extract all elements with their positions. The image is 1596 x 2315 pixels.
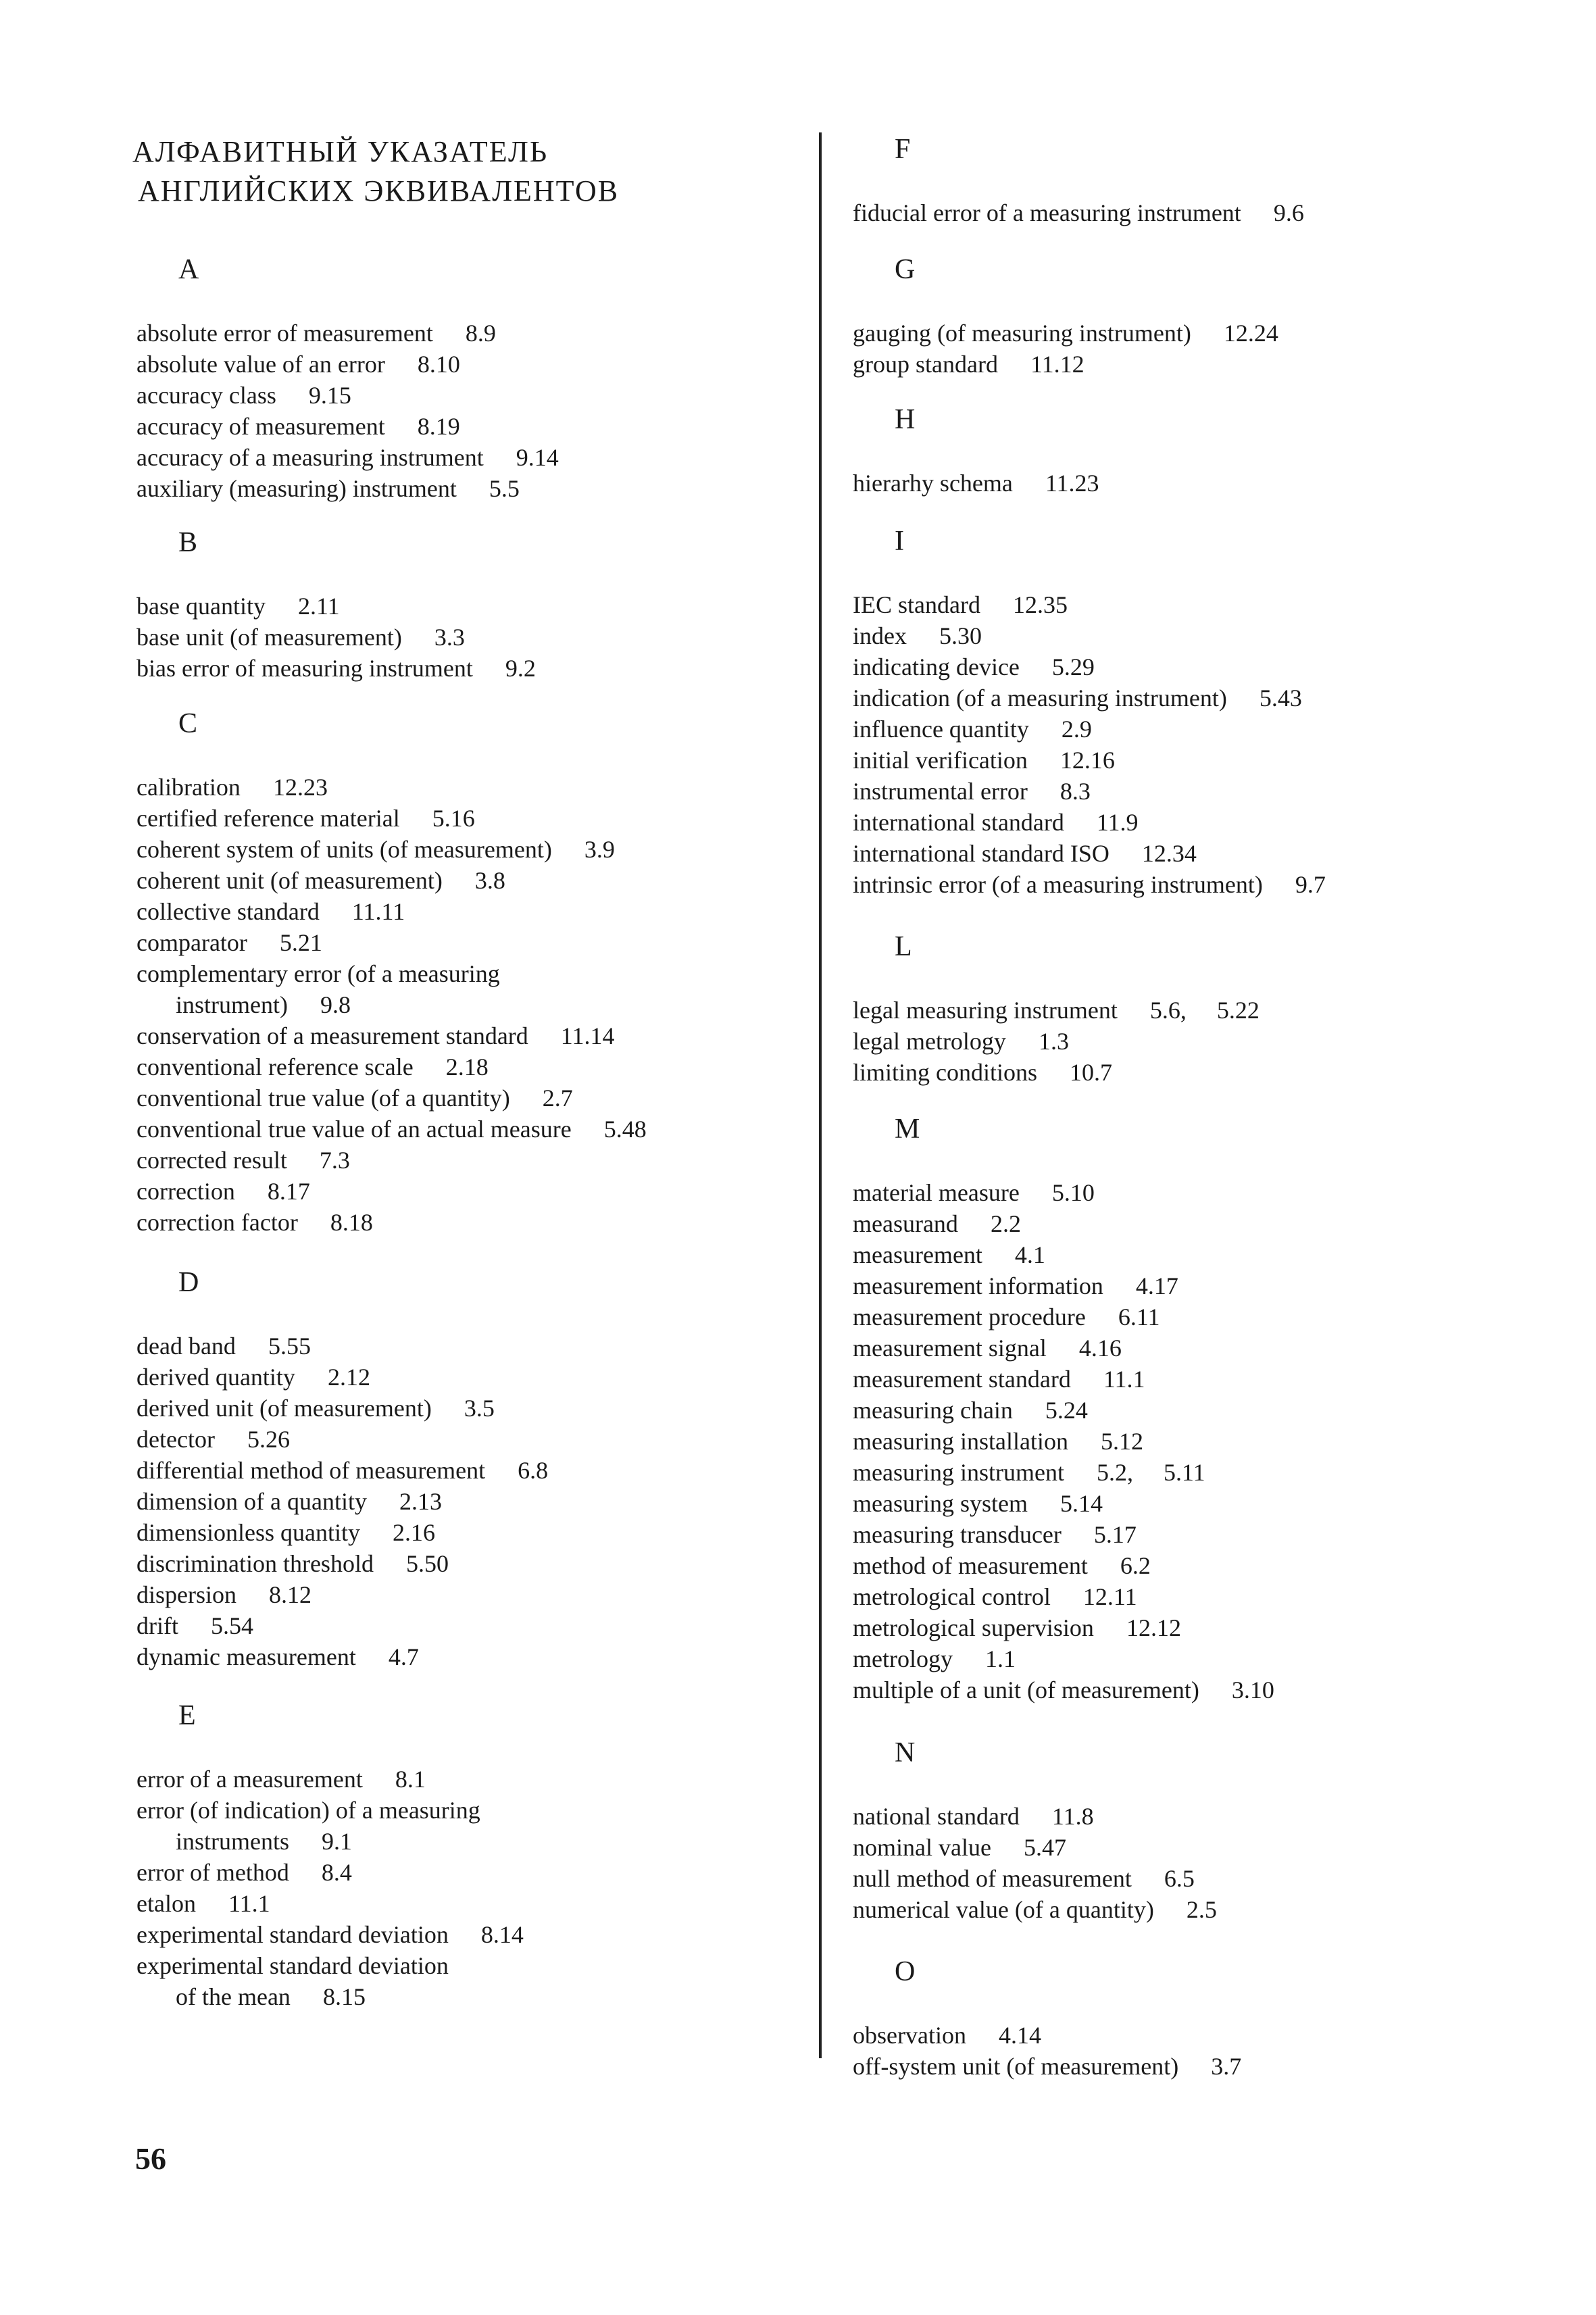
entry-reference: 9.7 (1295, 871, 1326, 898)
entry-reference: 8.1 (395, 1766, 426, 1793)
index-entry (853, 620, 1326, 651)
index-entry (853, 468, 1099, 499)
section-letter: L (895, 931, 912, 962)
entry-reference: 11.11 (351, 898, 405, 925)
entry-reference: 11.12 (1030, 351, 1084, 378)
index-entry (136, 1393, 548, 1424)
entry-term: error of method (136, 1859, 289, 1886)
entry-reference: 5.50 (405, 1550, 449, 1577)
entry-term: etalon (136, 1890, 196, 1917)
entry-term: measurand (853, 1210, 958, 1237)
entry-term: measurement standard (853, 1366, 1071, 1393)
entry-term: method of measurement (853, 1552, 1088, 1579)
entry-term: absolute value of an error (136, 351, 385, 378)
entry-term: instrument) (176, 991, 288, 1018)
entry-term: metrological control (853, 1583, 1051, 1610)
entry-reference: 11.1 (1103, 1366, 1145, 1393)
entry-term: base unit (of measurement) (136, 624, 402, 651)
entry-reference: 7.3 (319, 1147, 350, 1174)
entry-term: measuring transducer (853, 1521, 1062, 1548)
index-entry (136, 1455, 548, 1486)
index-entry (136, 1082, 647, 1114)
entry-reference: 3.8 (474, 867, 505, 894)
entry-reference: 12.16 (1059, 747, 1115, 774)
section-letter: H (895, 404, 916, 435)
entry-term: legal metrology (853, 1028, 1006, 1055)
index-entry (136, 1795, 524, 1826)
section-letter: B (178, 527, 198, 558)
index-entry (853, 1457, 1274, 1488)
entry-term: correction (136, 1178, 235, 1205)
index-entry (136, 1486, 548, 1517)
entry-term: instruments (176, 1828, 289, 1855)
entry-term: off-system unit (of measurement) (853, 2053, 1179, 2080)
entry-term: international standard ISO (853, 840, 1109, 867)
entry-reference: 8.3 (1059, 778, 1091, 805)
section-letter: D (178, 1267, 199, 1298)
entry-reference: 5.29 (1051, 653, 1095, 680)
entry-term: certified reference material (136, 805, 400, 832)
index-entry (853, 1426, 1274, 1457)
index-entry (853, 2020, 1241, 2051)
entry-reference: 4.1 (1014, 1241, 1045, 1268)
entry-reference: 2.11 (297, 593, 340, 620)
entry-term: intrinsic error (of a measuring instrument) (853, 871, 1263, 898)
index-section-list (136, 1764, 524, 2012)
index-entry (853, 1488, 1274, 1519)
index-entry (853, 1674, 1274, 1706)
index-entry (136, 1176, 647, 1207)
entry-reference: 8.17 (267, 1178, 310, 1205)
index-entry (136, 473, 559, 504)
entry-term: material measure (853, 1179, 1020, 1206)
index-section-list (853, 468, 1099, 499)
entry-term: correction factor (136, 1209, 298, 1236)
entry-reference: 5.5 (489, 475, 520, 502)
index-entry (853, 1177, 1274, 1208)
index-entry (136, 1051, 647, 1082)
entry-reference: 12.11 (1082, 1583, 1137, 1610)
index-entry (136, 896, 647, 927)
entry-term: dead band (136, 1333, 236, 1360)
entry-reference: 11.14 (560, 1022, 615, 1049)
section-letter: O (895, 1956, 916, 1987)
index-entry (136, 1888, 524, 1919)
section-letter: C (178, 708, 198, 739)
entry-reference: 11.1 (228, 1890, 270, 1917)
entry-reference: 2.9 (1061, 716, 1092, 743)
entry-reference: 4.14 (998, 2022, 1041, 2049)
index-entry (136, 1207, 647, 1238)
entry-term: absolute error of measurement (136, 320, 433, 347)
entry-reference: 9.6 (1273, 199, 1304, 226)
entry-term: collective standard (136, 898, 320, 925)
entry-reference: 5.26 (247, 1426, 290, 1453)
index-entry (136, 1950, 524, 1981)
entry-term: group standard (853, 351, 998, 378)
entry-reference: 2.7 (542, 1085, 573, 1112)
entry-term: IEC standard (853, 591, 980, 618)
entry-reference: 5.6, 5.22 (1149, 997, 1260, 1024)
index-entry (136, 1919, 524, 1950)
index-section-list (853, 995, 1260, 1088)
entry-reference: 11.9 (1096, 809, 1139, 836)
entry-reference: 5.43 (1259, 684, 1302, 712)
index-section-list (136, 318, 559, 504)
index-entry (136, 1145, 647, 1176)
index-entry (136, 1579, 548, 1610)
entry-term: measuring installation (853, 1428, 1068, 1455)
entry-reference: 9.15 (308, 382, 351, 409)
entry-reference: 8.10 (417, 351, 460, 378)
index-entry (136, 772, 647, 803)
entry-term: experimental standard deviation (136, 1921, 449, 1948)
entry-reference: 5.21 (279, 929, 322, 956)
entry-term: multiple of a unit (of measurement) (853, 1676, 1199, 1703)
entry-reference: 3.10 (1231, 1676, 1274, 1703)
index-entry (136, 1981, 524, 2012)
entry-term: initial verification (853, 747, 1028, 774)
section-letter: N (895, 1737, 916, 1768)
entry-reference: 8.19 (417, 413, 460, 440)
entry-term: indicating device (853, 653, 1020, 680)
index-entry (853, 1301, 1274, 1333)
index-entry (136, 865, 647, 896)
index-entry (853, 1581, 1274, 1612)
index-section-list (853, 1801, 1217, 1925)
index-section-list (853, 589, 1326, 900)
index-entry (136, 1826, 524, 1857)
entry-term: index (853, 622, 907, 649)
index-entry (136, 1517, 548, 1548)
entry-reference: 5.17 (1093, 1521, 1137, 1548)
entry-reference: 10.7 (1070, 1059, 1113, 1086)
entry-reference: 9.2 (505, 655, 536, 682)
index-section-list (136, 772, 647, 1238)
entry-reference: 2.18 (445, 1053, 489, 1080)
entry-term: hierarhy schema (853, 470, 1013, 497)
entry-reference: 8.12 (269, 1581, 311, 1608)
index-entry (853, 1239, 1274, 1270)
entry-reference: 12.35 (1012, 591, 1068, 618)
entry-term: of the mean (176, 1983, 291, 2010)
index-entry (136, 803, 647, 834)
index-entry (136, 380, 559, 411)
index-entry (136, 1424, 548, 1455)
entry-term: international standard (853, 809, 1064, 836)
index-entry (853, 714, 1326, 745)
entry-reference: 5.14 (1059, 1490, 1103, 1517)
entry-term: dispersion (136, 1581, 236, 1608)
entry-term: measuring system (853, 1490, 1028, 1517)
entry-term: discrimination threshold (136, 1550, 374, 1577)
entry-reference: 6.8 (518, 1457, 549, 1484)
entry-reference: 2.12 (327, 1364, 370, 1391)
entry-term: base quantity (136, 593, 266, 620)
entry-term: dynamic measurement (136, 1643, 356, 1670)
index-entry (136, 622, 536, 653)
entry-reference: 12.23 (272, 774, 328, 801)
entry-term: conventional true value of an actual measure (136, 1116, 572, 1143)
entry-reference: 5.54 (210, 1612, 253, 1639)
index-entry (853, 838, 1326, 869)
index-entry (136, 1362, 548, 1393)
index-entry (853, 318, 1278, 349)
entry-term: accuracy of measurement (136, 413, 385, 440)
index-entry (853, 1519, 1274, 1550)
entry-reference: 1.3 (1038, 1028, 1069, 1055)
entry-term: measurement signal (853, 1335, 1047, 1362)
index-entry (853, 1208, 1274, 1239)
index-entry (853, 1333, 1274, 1364)
index-entry (136, 1020, 647, 1051)
index-section-list (136, 1330, 548, 1672)
entry-term: corrected result (136, 1147, 287, 1174)
section-letter: F (895, 134, 911, 165)
entry-reference: 4.7 (388, 1643, 419, 1670)
index-entry (853, 1832, 1217, 1863)
entry-term: experimental standard deviation (136, 1952, 449, 1979)
entry-reference: 3.7 (1211, 2053, 1242, 2080)
entry-term: derived quantity (136, 1364, 295, 1391)
entry-reference: 5.30 (939, 622, 982, 649)
index-entry (136, 653, 536, 684)
entry-term: limiting conditions (853, 1059, 1038, 1086)
entry-term: legal measuring instrument (853, 997, 1118, 1024)
entry-term: calibration (136, 774, 241, 801)
index-entry (853, 1364, 1274, 1395)
index-entry (853, 1894, 1217, 1925)
entry-reference: 9.8 (320, 991, 351, 1018)
entry-reference: 4.17 (1135, 1272, 1178, 1299)
entry-term: metrological supervision (853, 1614, 1094, 1641)
entry-reference: 5.10 (1051, 1179, 1095, 1206)
index-entry (853, 349, 1278, 380)
index-entry (853, 1550, 1274, 1581)
entry-term: conventional true value (of a quantity) (136, 1085, 510, 1112)
section-letter: M (895, 1114, 920, 1145)
column-divider (819, 132, 822, 2058)
index-entry (853, 745, 1326, 776)
entry-reference: 5.2, 5.11 (1096, 1459, 1205, 1486)
entry-reference: 8.9 (465, 320, 496, 347)
entry-term: observation (853, 2022, 966, 2049)
index-entry (136, 1610, 548, 1641)
index-entry (853, 1057, 1260, 1088)
index-section-list (853, 318, 1278, 380)
entry-reference: 2.13 (399, 1488, 442, 1515)
index-entry (136, 1548, 548, 1579)
entry-term: numerical value (of a quantity) (853, 1896, 1154, 1923)
entry-reference: 5.16 (432, 805, 475, 832)
entry-reference: 6.2 (1120, 1552, 1151, 1579)
entry-reference: 8.18 (330, 1209, 373, 1236)
entry-term: auxiliary (measuring) instrument (136, 475, 457, 502)
entry-reference: 3.9 (584, 836, 615, 863)
entry-reference: 9.14 (516, 444, 559, 471)
entry-reference: 9.1 (322, 1828, 352, 1855)
index-entry (136, 1764, 524, 1795)
title-line-1: АЛФАВИТНЫЙ УКАЗАТЕЛЬ (132, 135, 549, 168)
entry-term: conservation of a measurement standard (136, 1022, 528, 1049)
entry-term: fiducial error of a measuring instrument (853, 199, 1241, 226)
entry-term: null method of measurement (853, 1865, 1132, 1892)
entry-term: complementary error (of a measuring (136, 960, 500, 987)
index-entry (136, 958, 647, 989)
index-entry (136, 591, 536, 622)
entry-term: measurement (853, 1241, 982, 1268)
entry-reference: 8.15 (322, 1983, 366, 2010)
index-entry (136, 411, 559, 442)
index-entry (853, 651, 1326, 682)
entry-term: gauging (of measuring instrument) (853, 320, 1191, 347)
section-letter: A (178, 254, 199, 285)
entry-term: metrology (853, 1645, 953, 1672)
entry-term: indication (of a measuring instrument) (853, 684, 1227, 712)
index-entry (853, 1863, 1217, 1894)
entry-reference: 5.12 (1100, 1428, 1143, 1455)
entry-term: national standard (853, 1803, 1020, 1830)
index-entry (853, 682, 1326, 714)
index-entry (853, 776, 1326, 807)
index-entry (853, 1801, 1217, 1832)
entry-reference: 11.23 (1045, 470, 1099, 497)
index-entry (853, 1643, 1274, 1674)
entry-term: conventional reference scale (136, 1053, 414, 1080)
entry-reference: 4.16 (1078, 1335, 1122, 1362)
index-entry (136, 1330, 548, 1362)
index-section-list (853, 197, 1304, 228)
index-entry (136, 442, 559, 473)
index-entry (853, 1612, 1274, 1643)
entry-term: measuring instrument (853, 1459, 1064, 1486)
index-section-list (853, 1177, 1274, 1706)
entry-reference: 2.16 (392, 1519, 435, 1546)
entry-term: bias error of measuring instrument (136, 655, 473, 682)
entry-reference: 12.34 (1141, 840, 1197, 867)
page-title (132, 132, 619, 211)
entry-reference: 6.5 (1164, 1865, 1195, 1892)
index-entry (136, 318, 559, 349)
index-entry (853, 995, 1260, 1026)
index-entry (853, 1395, 1274, 1426)
title-line-2: АНГЛИЙСКИХ ЭКВИВАЛЕНТОВ (138, 174, 620, 207)
entry-term: measuring chain (853, 1397, 1013, 1424)
index-entry (853, 197, 1304, 228)
entry-term: accuracy class (136, 382, 276, 409)
index-entry (136, 989, 647, 1020)
entry-reference: 2.2 (990, 1210, 1021, 1237)
index-entry (136, 834, 647, 865)
entry-term: measurement procedure (853, 1303, 1086, 1330)
entry-term: comparator (136, 929, 247, 956)
index-entry (136, 1857, 524, 1888)
entry-reference: 8.14 (480, 1921, 524, 1948)
entry-term: error of a measurement (136, 1766, 363, 1793)
page-number: 56 (135, 2141, 166, 2176)
entry-term: influence quantity (853, 716, 1029, 743)
section-letter: E (178, 1700, 196, 1731)
entry-term: coherent unit (of measurement) (136, 867, 443, 894)
index-entry (853, 589, 1326, 620)
entry-reference: 6.11 (1118, 1303, 1160, 1330)
entry-reference: 3.3 (434, 624, 465, 651)
entry-term: accuracy of a measuring instrument (136, 444, 484, 471)
entry-reference: 5.47 (1023, 1834, 1066, 1861)
entry-reference: 11.8 (1051, 1803, 1094, 1830)
entry-term: measurement information (853, 1272, 1103, 1299)
entry-reference: 5.48 (603, 1116, 647, 1143)
index-entry (853, 869, 1326, 900)
entry-reference: 2.5 (1186, 1896, 1217, 1923)
index-entry (136, 349, 559, 380)
entry-reference: 12.24 (1223, 320, 1278, 347)
entry-reference: 5.55 (268, 1333, 311, 1360)
entry-term: error (of indication) of a measuring (136, 1797, 480, 1824)
index-entry (853, 807, 1326, 838)
section-letter: G (895, 254, 916, 285)
index-section-list (136, 591, 536, 684)
index-entry (136, 1641, 548, 1672)
entry-term: dimensionless quantity (136, 1519, 360, 1546)
index-section-list (853, 2020, 1241, 2082)
entry-term: nominal value (853, 1834, 991, 1861)
entry-term: instrumental error (853, 778, 1028, 805)
index-entry (136, 1114, 647, 1145)
entry-term: detector (136, 1426, 215, 1453)
entry-reference: 12.12 (1126, 1614, 1181, 1641)
index-entry (853, 1026, 1260, 1057)
entry-term: differential method of measurement (136, 1457, 486, 1484)
entry-reference: 3.5 (464, 1395, 495, 1422)
index-entry (853, 2051, 1241, 2082)
entry-term: dimension of a quantity (136, 1488, 367, 1515)
entry-reference: 5.24 (1045, 1397, 1088, 1424)
entry-term: drift (136, 1612, 178, 1639)
entry-reference: 1.1 (984, 1645, 1016, 1672)
index-entry (853, 1270, 1274, 1301)
index-entry (136, 927, 647, 958)
entry-term: coherent system of units (of measurement) (136, 836, 552, 863)
section-letter: I (895, 526, 904, 557)
entry-term: derived unit (of measurement) (136, 1395, 432, 1422)
entry-reference: 8.4 (321, 1859, 352, 1886)
